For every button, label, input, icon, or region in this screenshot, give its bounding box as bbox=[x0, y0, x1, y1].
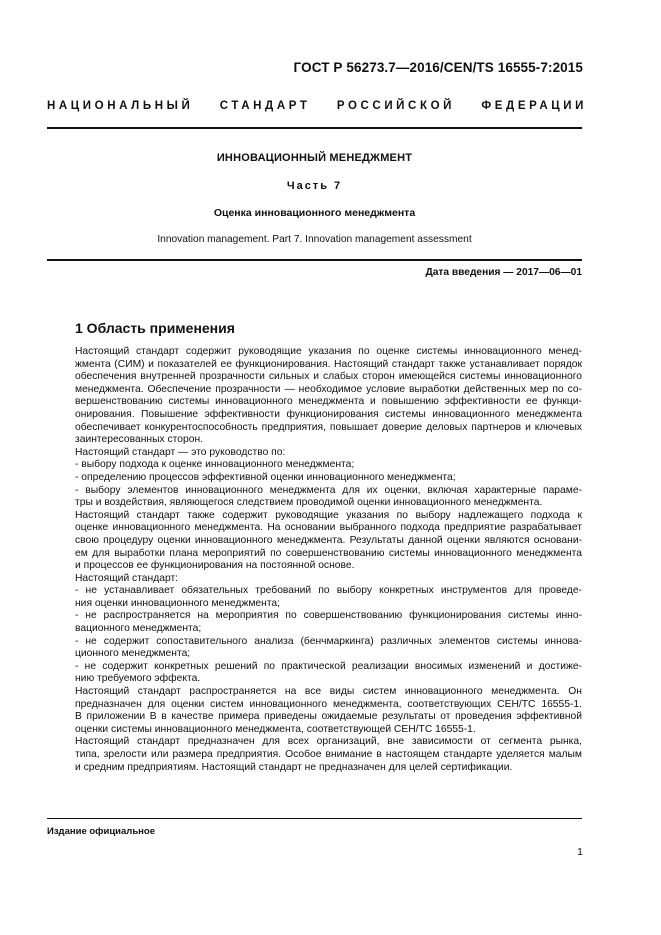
title-divider bbox=[47, 259, 582, 261]
section-body bbox=[75, 346, 582, 774]
body-line: ния оценки инновационного менеджмента; bbox=[75, 597, 281, 609]
body-line: ционного менеджмента; bbox=[75, 648, 191, 660]
document-code: ГОСТ Р 56273.7—2016/CEN/TS 16555-7:2015 bbox=[293, 60, 583, 75]
body-line: обеспечивает конкурентоспособность предприятия, повышает доверие деловых партнеров и ключевых bbox=[75, 421, 582, 433]
introduction-date: Дата введения — 2017—06—01 bbox=[425, 267, 582, 278]
official-edition-label: Издание официальное bbox=[47, 826, 155, 837]
list-item: - не содержит конкретных решений по практической реализации вносимых изменений и достиже- bbox=[75, 660, 582, 672]
body-line: вационного менеджмента; bbox=[75, 623, 202, 635]
body-line: Настоящий стандарт — это руководство по: bbox=[75, 446, 286, 458]
body-line: менеджмента. Обеспечение прозрачности — необходимое условие выработки действенных мер по со- bbox=[75, 383, 582, 395]
body-line: нию требуемого эффекта. bbox=[75, 673, 201, 685]
body-line: Настоящий стандарт содержит руководящие указания по оценке системы инновационного менед- bbox=[75, 346, 582, 357]
body-line: типа, зрелости или размера предприятия. Особое внимание в настоящем стандарте уделяется малым bbox=[75, 749, 582, 760]
body-line: Настоящий стандарт предназначен для всех организаций, вне зависимости от сегмента рынка, bbox=[75, 736, 582, 748]
body-line: вершенствованию системы инновационного менеджмента и повышению эффективности ее функци- bbox=[75, 396, 582, 408]
list-item: - не содержит сопоставительного анализа (бенчмаркинга) различных элементов системы иннова- bbox=[75, 635, 582, 647]
section-heading: 1 Область применения bbox=[75, 320, 235, 336]
body-line: Настоящий стандарт: bbox=[75, 572, 179, 584]
list-item: - выбору подхода к оценке инновационного менеджмента; bbox=[75, 459, 355, 471]
body-line: ем для выработки плана мероприятий по совершенствованию системы инновационного менеджмента bbox=[75, 547, 582, 559]
top-divider bbox=[47, 127, 582, 129]
body-line: онирования. Повышение эффективности функционирования системы инновационного менеджмента bbox=[75, 408, 582, 420]
body-line: Настоящий стандарт распространяется на все виды систем инновационного менеджмента. Он bbox=[75, 686, 582, 698]
body-line: обеспечения внутренней прозрачности сильных и слабых сторон имеющейся системы инновационного bbox=[75, 371, 582, 383]
document-subtitle: Оценка инновационного менеджмента bbox=[213, 207, 416, 219]
body-line: В приложении В в качестве примера приведены ожидаемые результаты от проведения эффективной bbox=[75, 711, 582, 723]
body-line: заинтересованных сторон. bbox=[75, 434, 203, 446]
body-line: и процессов ее функционирования на постоянной основе. bbox=[75, 560, 355, 572]
body-line: свою процедуру оценки инновационного менеджмента. Результаты данной оценки являются основани- bbox=[75, 534, 582, 546]
body-line: оценки системы инновационного менеджмента, соответствующей СЕН/ТС 16555-1. bbox=[75, 723, 476, 735]
english-title: Innovation management. Part 7. Innovation management assessment bbox=[157, 234, 472, 245]
page-number: 1 bbox=[577, 846, 583, 858]
document-title: ИННОВАЦИОННЫЙ МЕНЕДЖМЕНТ bbox=[216, 152, 413, 164]
list-item: - выбору элементов инновационного менеджмента для их оценки, включая характерные параме- bbox=[75, 484, 582, 496]
list-item: - не распространяется на мероприятия по совершенствованию функционирования системы инно- bbox=[75, 610, 582, 622]
body-line: тры и воздействия, являющегося следствием проводимой оценки инновационного менеджмента. bbox=[75, 497, 543, 509]
national-standard-banner: НАЦИОНАЛЬНЫЙ СТАНДАРТ РОССИЙСКОЙ ФЕДЕРАЦИИ bbox=[47, 100, 587, 112]
body-line: и средним предприятиям. Настоящий стандарт не предназначен для целей сертификации. bbox=[75, 761, 513, 773]
footer-divider bbox=[47, 818, 582, 819]
list-item: - не устанавливает обязательных требований по выбору конкретных инструментов для проведе- bbox=[75, 585, 582, 597]
list-item: - определению процессов эффективной оценки инновационного менеджмента; bbox=[75, 471, 456, 483]
body-line: Настоящий стандарт также содержит руководящие указания по выбору надлежащего подхода к bbox=[75, 509, 582, 521]
document-part: Часть 7 bbox=[286, 180, 343, 192]
body-line: предназначен для оценки систем инновационного менеджмента, соответствующих СЕН/ТС 16555-1. bbox=[75, 698, 582, 710]
body-line: оценке инновационного менеджмента. На основании выбранного подхода предприятие разрабатывает bbox=[75, 522, 582, 534]
body-line: жмента (СИМ) и показателей ее функционирования. Настоящий стандарт также устанавливает порядок bbox=[75, 358, 582, 370]
